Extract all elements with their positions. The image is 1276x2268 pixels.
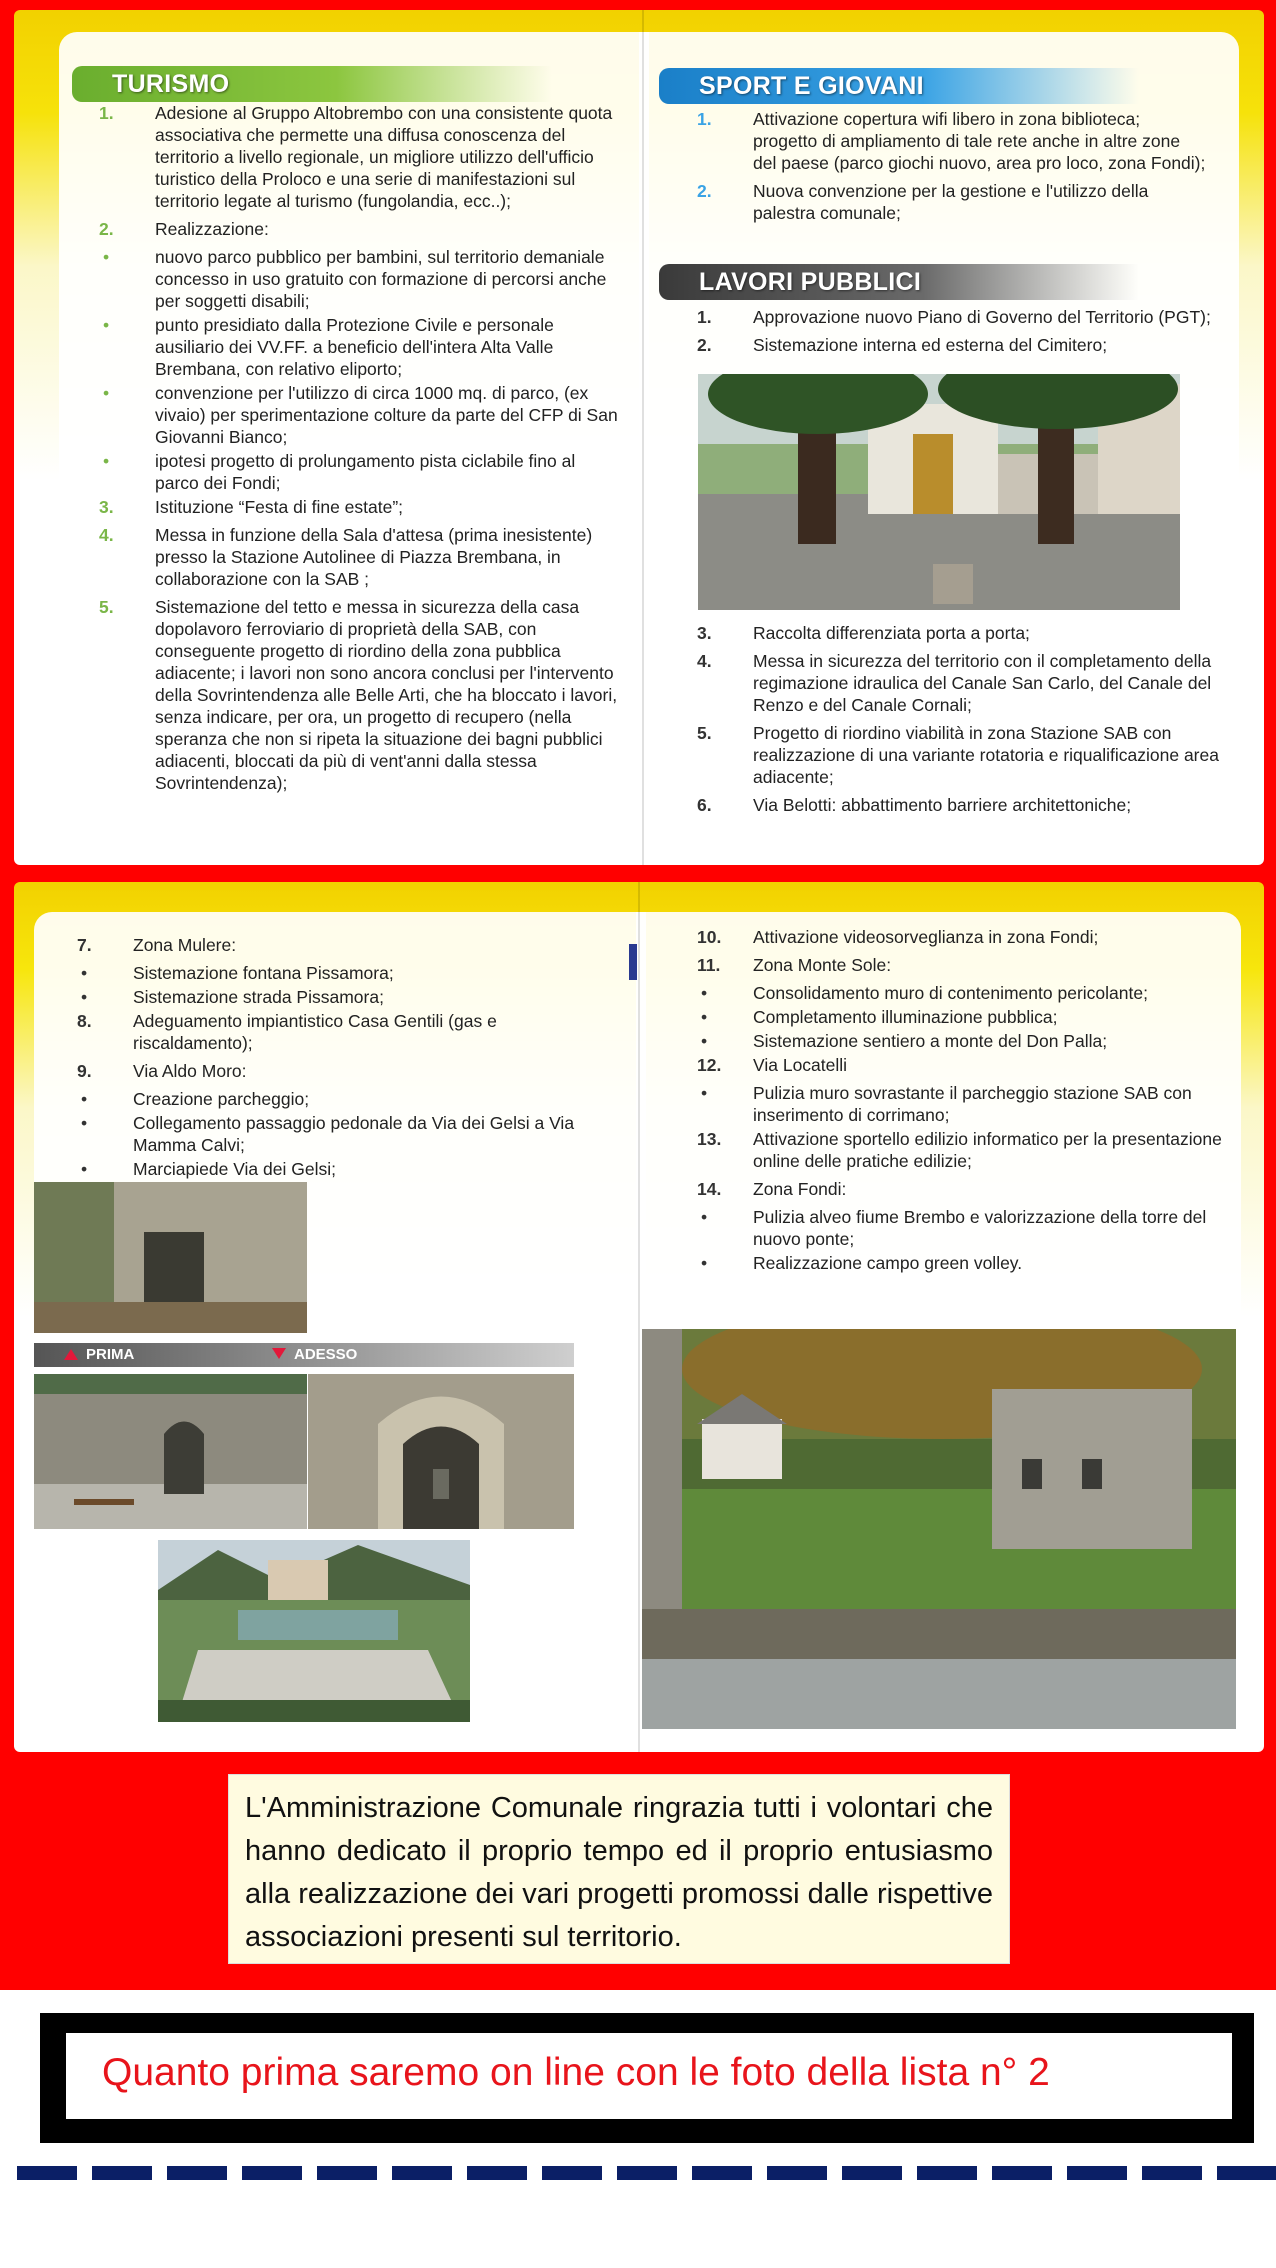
list-item: [77, 986, 597, 1008]
list-item: [697, 1178, 1237, 1200]
list-item-number: 13.: [697, 1129, 722, 1149]
section-title-turismo: TURISMO: [72, 66, 552, 102]
notice-text: Quanto prima saremo on line con le foto della lista n° 2: [66, 2033, 1232, 2119]
list-item-text: Progetto di riordino viabilità in zona Stazione SAB con realizzazione di una variante rotatoria e riqualificazione area adiacente;: [753, 723, 1219, 787]
dash-segment: [767, 2166, 827, 2180]
list-item-number: •: [701, 1253, 708, 1273]
list-item: [697, 1082, 1237, 1126]
turismo-list: [99, 102, 619, 800]
section-title-lavori: LAVORI PUBBLICI: [659, 264, 1139, 300]
list-item-number: 7.: [77, 935, 92, 955]
dashed-divider: [17, 2166, 1276, 2180]
list-item-number: 6.: [697, 795, 712, 815]
list-item-text: Sistemazione strada Pissamora;: [133, 987, 384, 1007]
list-item-text: Creazione parcheggio;: [133, 1089, 310, 1109]
dash-segment: [467, 2166, 527, 2180]
list-item: [697, 1206, 1237, 1250]
list-item-text: Via Belotti: abbattimento barriere architettoniche;: [753, 795, 1132, 815]
list-item: [99, 496, 619, 518]
brochure-spread-top: [14, 10, 1264, 865]
list-item: [99, 596, 619, 794]
list-item-text: Marciapiede Via dei Gelsi;: [133, 1159, 336, 1179]
list-item: [697, 722, 1227, 788]
caption-before: PRIMA: [64, 1343, 134, 1367]
dash-segment: [1142, 2166, 1202, 2180]
dash-segment: [917, 2166, 977, 2180]
list-item-number: •: [701, 1031, 708, 1051]
list-item-text: Attivazione copertura wifi libero in zona biblioteca; progetto di ampliamento di tale rete anche in altre zone del paese (parco giochi nuovo, area pro loco, zona Fondi);: [753, 109, 1206, 173]
list-item-text: Sistemazione fontana Pissamora;: [133, 963, 394, 983]
dash-segment: [1067, 2166, 1127, 2180]
list-item-number: •: [81, 1113, 88, 1133]
fountain-area-photo: [34, 1182, 307, 1333]
list-item-text: Attivazione sportello edilizio informatico per la presentazione online delle pratiche edilizie;: [753, 1129, 1222, 1171]
list-item: [697, 794, 1227, 816]
list-item: [77, 934, 597, 956]
list-item: [697, 982, 1237, 1004]
list-item: [697, 926, 1237, 948]
list-item-number: •: [81, 1089, 88, 1109]
section-title-sport: SPORT E GIOVANI: [659, 68, 1139, 104]
list-item-number: 3.: [99, 497, 114, 517]
list-item: [697, 334, 1227, 356]
dash-segment: [392, 2166, 452, 2180]
list-item-text: Collegamento passaggio pedonale da Via dei Gelsi a Via Mamma Calvi;: [133, 1113, 575, 1155]
list-item: [99, 314, 619, 380]
list-item-text: Via Locatelli: [753, 1055, 848, 1075]
list-item-text: Consolidamento muro di contenimento pericolante;: [753, 983, 1148, 1003]
brochure-spread-bottom: [14, 882, 1264, 1752]
list-item-text: convenzione per l'utilizzo di circa 1000 mq. di parco, (ex vivaio) per sperimentazione colture da parte del CFP di San Giovanni Bianco;: [155, 383, 618, 447]
list-item-number: 2.: [697, 181, 712, 201]
triangle-up-icon: [64, 1349, 78, 1360]
list-item-text: Approvazione nuovo Piano di Governo del Territorio (PGT);: [753, 307, 1211, 327]
cemetery-photo: [698, 374, 1180, 610]
list-item-number: •: [701, 983, 708, 1003]
thanks-message: L'Amministrazione Comunale ringrazia tutti i volontari che hanno dedicato il proprio tempo ed il proprio entusiasmo alla realizzazione dei vari progetti promossi dalle rispettive associazioni presenti sul territorio.: [228, 1774, 1010, 1964]
list-item-text: Via Aldo Moro:: [133, 1061, 247, 1081]
list-item: [697, 180, 1207, 224]
dash-segment: [992, 2166, 1052, 2180]
before-after-caption-bar: [34, 1343, 574, 1367]
list-item: [77, 1088, 597, 1110]
list-item-text: Zona Mulere:: [133, 935, 237, 955]
list-item-number: 14.: [697, 1179, 722, 1199]
list-item: [697, 622, 1227, 644]
list-item: [697, 1006, 1237, 1028]
list-item-text: Zona Monte Sole:: [753, 955, 892, 975]
list-item-text: Adesione al Gruppo Altobrembo con una consistente quota associativa che permette una diffusa conoscenza del territorio a livello regionale, un migliore utilizzo dell'ufficio turistico della Proloco e una serie di manifestazioni sul territorio legate al turismo (fungolandia, ecc..);: [155, 103, 613, 211]
list-item-number: 1.: [697, 109, 712, 129]
page-fold: [638, 882, 640, 1752]
list-item-text: Istituzione “Festa di fine estate”;: [155, 497, 404, 517]
list-item: [77, 1112, 597, 1156]
list-item: [99, 382, 619, 448]
list-item-number: •: [81, 963, 88, 983]
list-item-number: 12.: [697, 1055, 722, 1075]
list-item-number: •: [103, 247, 110, 267]
fountain-after-photo: [308, 1374, 574, 1529]
lavori-list-part-2: [697, 622, 1227, 822]
list-item: [77, 1010, 597, 1054]
list-item: [697, 954, 1237, 976]
list-item-text: Pulizia alveo fiume Brembo e valorizzazione della torre del nuovo ponte;: [753, 1207, 1207, 1249]
list-item-number: 5.: [99, 597, 114, 617]
list-item: [697, 1128, 1237, 1172]
list-item: [99, 246, 619, 312]
list-item-text: Completamento illuminazione pubblica;: [753, 1007, 1058, 1027]
list-item-number: 8.: [77, 1011, 92, 1031]
dash-segment: [692, 2166, 752, 2180]
list-item-number: 5.: [697, 723, 712, 743]
dash-segment: [92, 2166, 152, 2180]
list-item-text: nuovo parco pubblico per bambini, sul territorio demaniale concesso in uso gratuito con formazione di percorsi anche per soggetti disabili;: [155, 247, 607, 311]
list-item: [697, 650, 1227, 716]
dash-segment: [617, 2166, 677, 2180]
river-ruins-photo: [642, 1329, 1236, 1729]
lavori-list-part-3: [77, 934, 597, 1182]
list-item-number: 9.: [77, 1061, 92, 1081]
list-item-text: ipotesi progetto di prolungamento pista ciclabile fino al parco dei Fondi;: [155, 451, 576, 493]
list-item-number: 10.: [697, 927, 722, 947]
list-item-number: 4.: [697, 651, 712, 671]
page-edge-tab: [629, 944, 637, 980]
caption-after: ADESSO: [272, 1343, 357, 1367]
list-item-number: •: [701, 1207, 708, 1227]
list-item: [697, 108, 1207, 174]
list-item-number: 4.: [99, 525, 114, 545]
list-item-text: Nuova convenzione per la gestione e l'utilizzo della palestra comunale;: [753, 181, 1149, 223]
list-item-number: •: [81, 987, 88, 1007]
list-item-number: •: [701, 1083, 708, 1103]
list-item-text: Zona Fondi:: [753, 1179, 847, 1199]
list-item: [99, 218, 619, 240]
list-item-number: 2.: [697, 335, 712, 355]
dash-segment: [167, 2166, 227, 2180]
list-item-text: Adeguamento impiantistico Casa Gentili (gas e riscaldamento);: [133, 1011, 497, 1053]
list-item-number: •: [103, 383, 110, 403]
dash-segment: [542, 2166, 602, 2180]
list-item-text: Messa in sicurezza del territorio con il completamento della regimazione idraulica del Canale San Carlo, del Canale del Renzo e del Canale Cornali;: [753, 651, 1212, 715]
list-item: [77, 1060, 597, 1082]
list-item-text: Sistemazione sentiero a monte del Don Palla;: [753, 1031, 1108, 1051]
list-item: [77, 1158, 597, 1180]
list-item-text: Attivazione videosorveglianza in zona Fondi;: [753, 927, 1099, 947]
list-item-number: 11.: [697, 955, 721, 975]
dash-segment: [842, 2166, 902, 2180]
dash-segment: [242, 2166, 302, 2180]
fountain-before-photo: [34, 1374, 307, 1529]
list-item-number: •: [81, 1159, 88, 1179]
list-item: [697, 1030, 1237, 1052]
list-item-number: 2.: [99, 219, 114, 239]
lavori-list-part-4: [697, 926, 1237, 1276]
notice-box: [40, 2013, 1254, 2143]
list-item-number: •: [701, 1007, 708, 1027]
list-item-number: •: [103, 315, 110, 335]
list-item: [99, 450, 619, 494]
list-item-text: Raccolta differenziata porta a porta;: [753, 623, 1030, 643]
park-chessboard-photo: [158, 1540, 470, 1722]
sport-list: [697, 108, 1207, 230]
list-item-text: Messa in funzione della Sala d'attesa (prima inesistente) presso la Stazione Autolinee di Piazza Brembana, in collaborazione con la SAB ;: [155, 525, 593, 589]
list-item: [99, 524, 619, 590]
lavori-list-part-1: [697, 306, 1227, 362]
list-item-number: 1.: [99, 103, 114, 123]
dash-segment: [1217, 2166, 1276, 2180]
list-item-text: punto presidiato dalla Protezione Civile e personale ausiliario dei VV.FF. a beneficio dell'intera Alta Valle Brembana, con relativo eliporto;: [155, 315, 554, 379]
list-item: [697, 1054, 1237, 1076]
list-item: [77, 962, 597, 984]
list-item-number: 1.: [697, 307, 712, 327]
list-item: [99, 102, 619, 212]
list-item-text: Realizzazione campo green volley.: [753, 1253, 1023, 1273]
list-item: [697, 306, 1227, 328]
list-item-text: Realizzazione:: [155, 219, 269, 239]
page-fold: [642, 10, 644, 865]
triangle-down-icon: [272, 1348, 286, 1359]
dash-segment: [317, 2166, 377, 2180]
list-item-text: Pulizia muro sovrastante il parcheggio stazione SAB con inserimento di corrimano;: [753, 1083, 1192, 1125]
list-item-number: 3.: [697, 623, 712, 643]
list-item: [697, 1252, 1237, 1274]
list-item-text: Sistemazione del tetto e messa in sicurezza della casa dopolavoro ferroviario di proprietà della SAB, con conseguente progetto di riordino della zona pubblica adiacente; i lavori non sono ancora conclusi per l'intervento della Sovrintendenza alle Belle Arti, che ha bloccato i lavori, senza indicare, per ora, un progetto di recupero (nella speranza che non si ripeta la situazione dei bagni pubblici adiacenti, bloccati da più di vent'anni dalla stessa Sovrintendenza);: [155, 597, 618, 793]
list-item-number: •: [103, 451, 110, 471]
dash-segment: [17, 2166, 77, 2180]
list-item-text: Sistemazione interna ed esterna del Cimitero;: [753, 335, 1108, 355]
